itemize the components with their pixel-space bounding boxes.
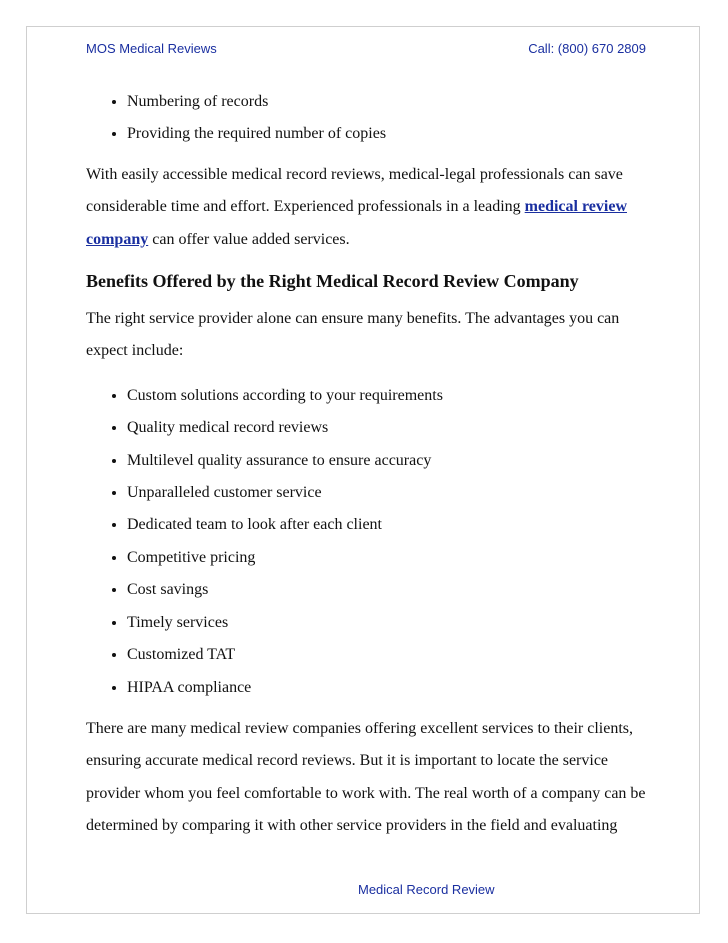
list-item: • Competitive pricing [127, 542, 656, 574]
paragraph-text: With easily accessible medical record reviews, medical-legal professionals can save considerable time and effort. Experienced professionals in a leading [86, 165, 623, 216]
list-item: • Cost savings [127, 574, 656, 606]
medical-review-company-link[interactable]: medical review company [86, 198, 627, 248]
list-item: • Unparalleled customer service [127, 477, 656, 509]
bullet-list-benefits [86, 380, 656, 704]
page-header [86, 41, 646, 61]
list-item: • Numbering of records [127, 86, 656, 118]
bullet-list-1 [86, 86, 656, 151]
header-phone: Call: (800) 670 2809 [528, 41, 646, 56]
section-heading: Benefits Offered by the Right Medical Record Review Company [86, 271, 579, 292]
paragraph-intro [86, 159, 656, 256]
header-title: MOS Medical Reviews [86, 41, 217, 56]
document-body [86, 86, 656, 843]
page-footer: Medical Record Review [358, 882, 495, 897]
list-item: • HIPAA compliance [127, 672, 656, 704]
list-item: • Multilevel quality assurance to ensure accuracy [127, 445, 656, 477]
list-item: • Custom solutions according to your requirements [127, 380, 656, 412]
list-item: • Customized TAT [127, 639, 656, 671]
paragraph-benefits: The right service provider alone can ensure many benefits. The advantages you can expect include: [86, 310, 620, 360]
list-item: • Providing the required number of copies [127, 118, 656, 150]
list-item: • Quality medical record reviews [127, 412, 656, 444]
list-item: • Timely services [127, 607, 656, 639]
list-item: • Dedicated team to look after each client [127, 509, 656, 541]
paragraph-text: can offer value added services. [148, 230, 350, 248]
paragraph-closing: There are many medical review companies offering excellent services to their clients, ensuring accurate medical record reviews. But it is important to locate the service provider whom you feel comfortable to work with. The real worth of a company can be determined by comparing it with other service providers in the field and evaluating [86, 719, 646, 835]
